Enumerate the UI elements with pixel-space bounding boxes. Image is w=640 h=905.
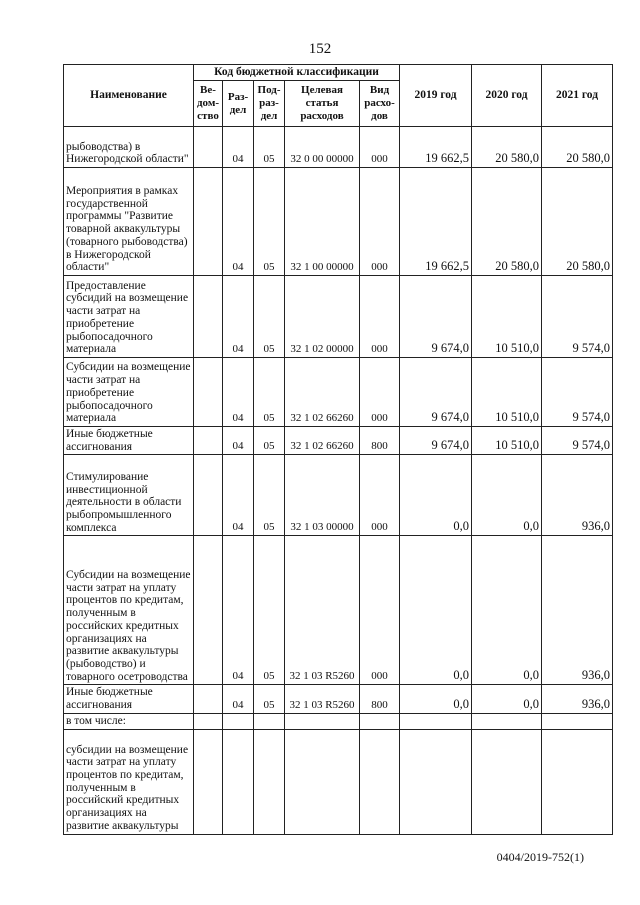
row-podrazdel: 05 [254,455,285,536]
row-2020: 0,0 [472,536,542,685]
row-vid [360,713,400,729]
row-2021: 936,0 [542,536,613,685]
row-2021: 9 574,0 [542,276,613,358]
header-vedomstvo: Ве- дом- ство [194,81,223,127]
row-celevaya [285,713,360,729]
row-vid: 000 [360,536,400,685]
row-razdel: 04 [223,427,254,455]
row-celevaya: 32 1 02 00000 [285,276,360,358]
row-ved [194,427,223,455]
row-vid [360,729,400,834]
row-vid: 000 [360,168,400,276]
row-2020: 20 580,0 [472,168,542,276]
row-2020: 0,0 [472,455,542,536]
row-2020: 10 510,0 [472,427,542,455]
row-2021 [542,729,613,834]
header-razdel: Раз- дел [223,81,254,127]
row-podrazdel: 05 [254,685,285,713]
row-name: Иные бюджетные ассигнования [64,685,194,713]
row-razdel: 04 [223,358,254,427]
row-2021 [542,713,613,729]
table-header [64,65,613,127]
row-2021: 20 580,0 [542,168,613,276]
table-row [64,685,613,713]
row-podrazdel: 05 [254,427,285,455]
row-celevaya: 32 1 03 R5260 [285,685,360,713]
table-row [64,713,613,729]
row-name: в том числе: [64,713,194,729]
table-row [64,358,613,427]
row-podrazdel [254,713,285,729]
row-name: Субсидии на возмещение части затрат на уплату процентов по кредитам, полученным в российских кредитных организациях на развитие аквакультуры (рыбоводство) и товарного осетроводства [64,536,194,685]
table-row [64,127,613,168]
row-ved [194,455,223,536]
row-razdel: 04 [223,536,254,685]
row-vid: 800 [360,427,400,455]
row-name: рыбоводства) в Нижегородской области" [64,127,194,168]
row-2019: 19 662,5 [400,168,472,276]
row-podrazdel: 05 [254,276,285,358]
row-vid: 000 [360,358,400,427]
row-razdel: 04 [223,276,254,358]
row-2019: 9 674,0 [400,276,472,358]
row-2020: 20 580,0 [472,127,542,168]
header-2019: 2019 год [400,65,472,127]
row-2019: 19 662,5 [400,127,472,168]
row-celevaya: 32 1 03 00000 [285,455,360,536]
header-name: Наименование [64,65,194,127]
row-name: субсидии на возмещение части затрат на уплату процентов по кредитам, полученным в российский кредитных организациях на развитие аквакультуры [64,729,194,834]
row-name: Мероприятия в рамках государственной программы "Развитие товарной аквакультуры (товарного рыбоводства) в Нижегородской области" [64,168,194,276]
header-podrazdel: Под- раз- дел [254,81,285,127]
row-razdel: 04 [223,168,254,276]
row-2019 [400,729,472,834]
row-name: Предоставление субсидий на возмещение части затрат на приобретение рыбопосадочного материала [64,276,194,358]
row-ved [194,536,223,685]
page-number: 152 [308,41,332,57]
table-row [64,427,613,455]
row-razdel: 04 [223,127,254,168]
row-ved [194,729,223,834]
row-2020: 0,0 [472,685,542,713]
row-podrazdel: 05 [254,536,285,685]
row-celevaya [285,729,360,834]
row-2020: 10 510,0 [472,358,542,427]
row-ved [194,685,223,713]
row-2019: 0,0 [400,536,472,685]
row-2020: 10 510,0 [472,276,542,358]
row-2019: 0,0 [400,685,472,713]
table-row [64,276,613,358]
row-razdel: 04 [223,455,254,536]
row-podrazdel: 05 [254,127,285,168]
row-name: Стимулирование инвестиционной деятельности в области рыбопромышленного комплекса [64,455,194,536]
row-ved [194,127,223,168]
row-podrazdel [254,729,285,834]
table-row [64,729,613,834]
header-2021: 2021 год [542,65,613,127]
row-2019: 0,0 [400,455,472,536]
row-ved [194,276,223,358]
row-2020 [472,713,542,729]
row-razdel [223,713,254,729]
row-name: Субсидии на возмещение части затрат на приобретение рыбопосадочного материала [64,358,194,427]
row-ved [194,358,223,427]
row-2019 [400,713,472,729]
row-name: Иные бюджетные ассигнования [64,427,194,455]
row-2021: 9 574,0 [542,358,613,427]
row-celevaya: 32 1 02 66260 [285,358,360,427]
row-2021: 20 580,0 [542,127,613,168]
row-2021: 936,0 [542,685,613,713]
row-ved [194,713,223,729]
row-celevaya: 32 1 03 R5260 [285,536,360,685]
row-2019: 9 674,0 [400,358,472,427]
table-body [64,127,613,835]
row-razdel [223,729,254,834]
row-podrazdel: 05 [254,168,285,276]
document-code: 0404/2019-752(1) [496,850,584,864]
table-row [64,455,613,536]
row-2019: 9 674,0 [400,427,472,455]
header-celevaya: Целевая статья расходов [285,81,360,127]
row-vid: 000 [360,455,400,536]
row-2021: 936,0 [542,455,613,536]
header-2020: 2020 год [472,65,542,127]
row-razdel: 04 [223,685,254,713]
row-celevaya: 32 1 00 00000 [285,168,360,276]
header-vid: Вид расхо- дов [360,81,400,127]
row-ved [194,168,223,276]
row-vid: 000 [360,127,400,168]
row-celevaya: 32 0 00 00000 [285,127,360,168]
row-vid: 000 [360,276,400,358]
row-podrazdel: 05 [254,358,285,427]
row-celevaya: 32 1 02 66260 [285,427,360,455]
header-code-group: Код бюджетной классификации [194,65,400,81]
row-2021: 9 574,0 [542,427,613,455]
row-2020 [472,729,542,834]
table-row [64,536,613,685]
table-row [64,168,613,276]
budget-table [63,64,613,835]
row-vid: 800 [360,685,400,713]
